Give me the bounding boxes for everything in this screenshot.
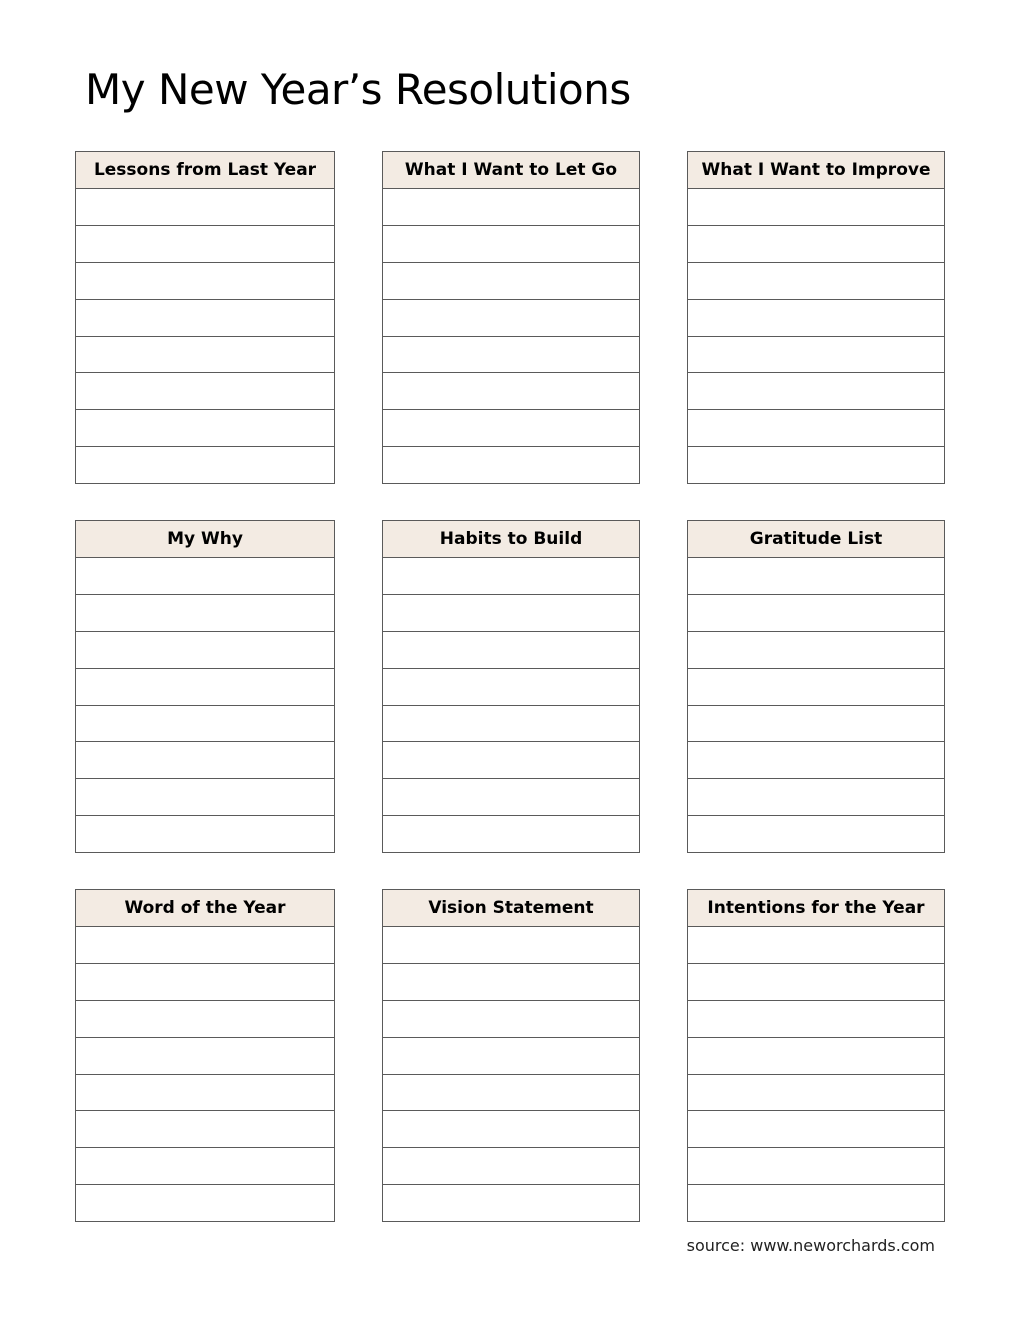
write-in-line[interactable] [688, 742, 944, 779]
write-in-line[interactable] [76, 1185, 334, 1221]
write-in-line[interactable] [76, 964, 334, 1001]
write-in-line[interactable] [688, 1111, 944, 1148]
write-in-line[interactable] [688, 964, 944, 1001]
section-box [687, 889, 945, 1222]
resolution-grid [75, 151, 945, 1222]
write-in-line[interactable] [383, 816, 639, 852]
write-in-line[interactable] [76, 1001, 334, 1038]
section-heading: What I Want to Improve [688, 152, 944, 189]
write-in-line[interactable] [76, 410, 334, 447]
write-in-line[interactable] [688, 1001, 944, 1038]
section-box [75, 889, 335, 1222]
write-in-line[interactable] [688, 1148, 944, 1185]
section-heading: Vision Statement [383, 890, 639, 927]
write-in-line[interactable] [76, 447, 334, 483]
write-in-line[interactable] [688, 669, 944, 706]
write-in-line[interactable] [383, 300, 639, 337]
write-in-line[interactable] [383, 1185, 639, 1221]
write-in-line[interactable] [76, 300, 334, 337]
write-in-line[interactable] [76, 1148, 334, 1185]
write-in-line[interactable] [76, 927, 334, 964]
write-in-line[interactable] [383, 742, 639, 779]
section-box [382, 151, 640, 484]
section-heading: My Why [76, 521, 334, 558]
section-heading: Lessons from Last Year [76, 152, 334, 189]
write-in-line[interactable] [688, 1075, 944, 1112]
section-box [75, 520, 335, 853]
write-in-line[interactable] [76, 779, 334, 816]
write-in-line[interactable] [383, 1075, 639, 1112]
write-in-line[interactable] [688, 595, 944, 632]
write-in-line[interactable] [76, 263, 334, 300]
section-box [687, 520, 945, 853]
write-in-line[interactable] [688, 706, 944, 743]
write-in-line[interactable] [383, 189, 639, 226]
write-in-line[interactable] [76, 595, 334, 632]
write-in-line[interactable] [383, 1001, 639, 1038]
source-credit: source: www.neworchards.com [686, 1236, 935, 1255]
write-in-line[interactable] [688, 558, 944, 595]
section-heading: Gratitude List [688, 521, 944, 558]
write-in-line[interactable] [383, 1038, 639, 1075]
section-heading: What I Want to Let Go [383, 152, 639, 189]
write-in-line[interactable] [688, 263, 944, 300]
page-title: My New Year’s Resolutions [85, 65, 631, 114]
write-in-line[interactable] [383, 595, 639, 632]
write-in-line[interactable] [383, 669, 639, 706]
section-box [687, 151, 945, 484]
section-heading: Intentions for the Year [688, 890, 944, 927]
write-in-line[interactable] [383, 1148, 639, 1185]
write-in-line[interactable] [688, 189, 944, 226]
write-in-line[interactable] [383, 263, 639, 300]
write-in-line[interactable] [688, 373, 944, 410]
write-in-line[interactable] [76, 632, 334, 669]
write-in-line[interactable] [383, 964, 639, 1001]
write-in-line[interactable] [688, 1038, 944, 1075]
write-in-line[interactable] [688, 300, 944, 337]
write-in-line[interactable] [688, 816, 944, 852]
write-in-line[interactable] [688, 410, 944, 447]
write-in-line[interactable] [383, 373, 639, 410]
write-in-line[interactable] [688, 779, 944, 816]
write-in-line[interactable] [383, 410, 639, 447]
write-in-line[interactable] [76, 226, 334, 263]
write-in-line[interactable] [76, 816, 334, 852]
write-in-line[interactable] [383, 226, 639, 263]
write-in-line[interactable] [76, 1075, 334, 1112]
write-in-line[interactable] [383, 337, 639, 374]
section-box [75, 151, 335, 484]
write-in-line[interactable] [383, 447, 639, 483]
write-in-line[interactable] [688, 632, 944, 669]
write-in-line[interactable] [383, 706, 639, 743]
write-in-line[interactable] [383, 632, 639, 669]
write-in-line[interactable] [688, 447, 944, 483]
write-in-line[interactable] [76, 742, 334, 779]
write-in-line[interactable] [688, 927, 944, 964]
write-in-line[interactable] [383, 1111, 639, 1148]
write-in-line[interactable] [76, 337, 334, 374]
write-in-line[interactable] [76, 373, 334, 410]
section-heading: Habits to Build [383, 521, 639, 558]
write-in-line[interactable] [76, 706, 334, 743]
write-in-line[interactable] [688, 337, 944, 374]
write-in-line[interactable] [76, 189, 334, 226]
section-heading: Word of the Year [76, 890, 334, 927]
section-box [382, 889, 640, 1222]
write-in-line[interactable] [688, 226, 944, 263]
write-in-line[interactable] [76, 1111, 334, 1148]
write-in-line[interactable] [76, 1038, 334, 1075]
write-in-line[interactable] [383, 558, 639, 595]
write-in-line[interactable] [76, 669, 334, 706]
write-in-line[interactable] [688, 1185, 944, 1221]
write-in-line[interactable] [76, 558, 334, 595]
write-in-line[interactable] [383, 927, 639, 964]
write-in-line[interactable] [383, 779, 639, 816]
section-box [382, 520, 640, 853]
